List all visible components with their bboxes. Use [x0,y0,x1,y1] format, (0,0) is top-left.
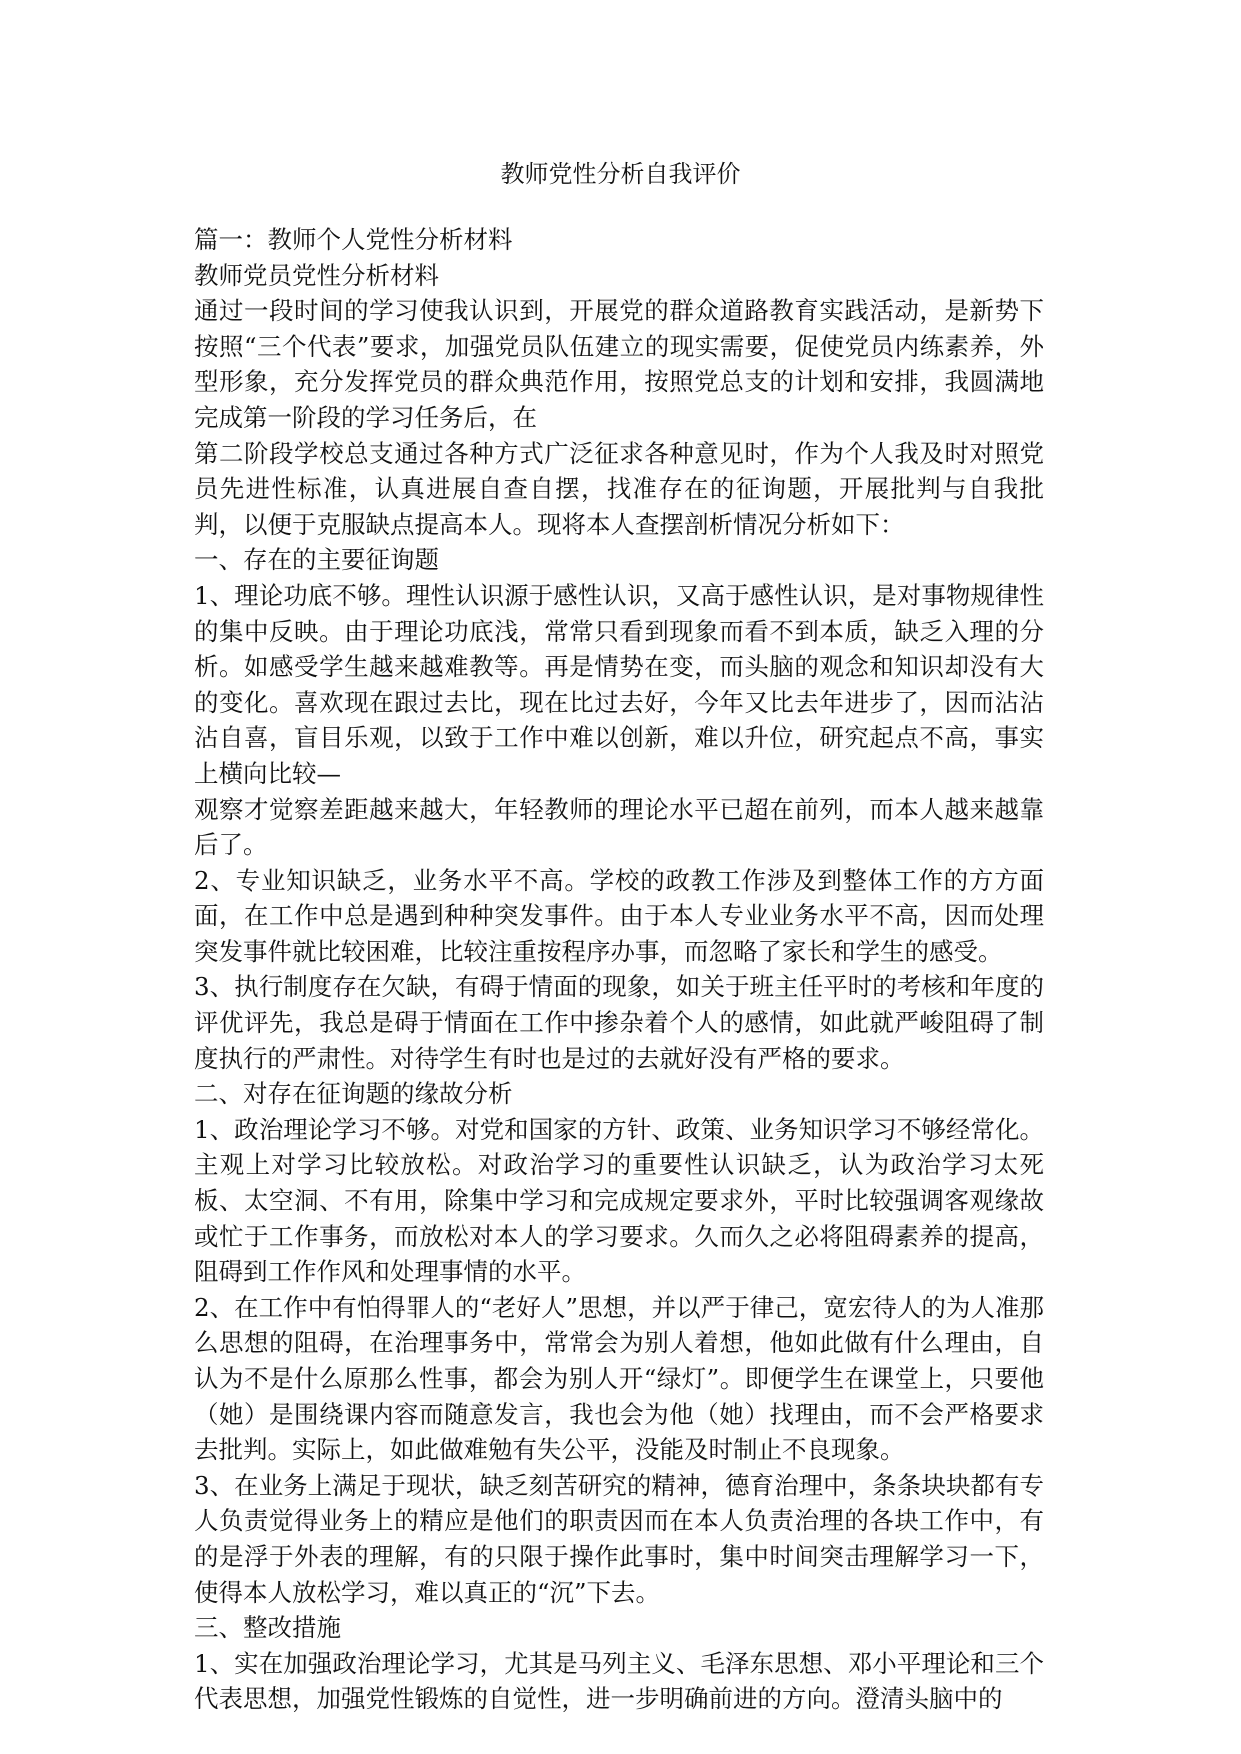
body-paragraph: 1、政治理论学习不够。对党和国家的方针、政策、业务知识学习不够经常化。主观上对学习比较放松。对政治学习的重要性认识缺乏，认为政治学习太死板、太空洞、不有用，除集中学习和完成规定要求外，平时比较强调客观缘故或忙于工作事务，而放松对本人的学习要求。久而久之必将阻碍素养的提高，阻碍到工作作风和处理事情的水平。 [194,1114,1044,1287]
section-heading: 三、整改措施 [194,1613,341,1643]
body-paragraph: 第二阶段学校总支通过各种方式广泛征求各种意见时，作为个人我及时对照党员先进性标准，认真进展自查自摆，找准存在的征询题，开展批判与自我批判，以便于克服缺点提高本人。现将本人查摆剖析情况分析如下： [194,438,1044,539]
section-heading: 篇一：教师个人党性分析材料 [194,225,513,254]
document-subtitle: 教师党员党性分析材料 [194,260,439,290]
section-heading: 一、存在的主要征询题 [194,545,439,575]
body-paragraph: 1、理论功底不够。理性认识源于感性认识，又高于感性认识，是对事物规律性的集中反映。由于理论功底浅，常常只看到现象而看不到本质，缺乏入理的分析。如感受学生越来越难教等。再是情势在变，而头脑的观念和知识却没有大的变化。喜欢现在跟过去比，现在比过去好，今年又比去年进步了，因而沾沾沾自喜，盲目乐观，以致于工作中难以创新，难以升位，研究起点不高，事实上横向比较— [194,580,1044,788]
body-paragraph: 通过一段时间的学习使我认识到，开展党的群众道路教育实践活动，是新势下按照“三个代表”要求，加强党员队伍建立的现实需要，促使党员内练素养，外型形象，充分发挥党员的群众典范作用，按照党总支的计划和安排，我圆满地完成第一阶段的学习任务后，在 [194,296,1044,432]
body-paragraph: 2、专业知识缺乏，业务水平不高。学校的政教工作涉及到整体工作的方方面面，在工作中总是遇到种种突发事件。由于本人专业业务水平不高，因而处理突发事件就比较困难，比较注重按程序办事，而忽略了家长和学生的感受。 [194,865,1044,966]
section-heading: 二、对存在征询题的缘故分析 [194,1079,513,1109]
body-paragraph: 3、执行制度存在欠缺，有碍于情面的现象，如关于班主任平时的考核和年度的评优评先，我总是碍于情面在工作中掺杂着个人的感情，如此就严峻阻碍了制度执行的严肃性。对待学生有时也是过的去就好没有严格的要求。 [194,972,1044,1073]
body-paragraph: 2、在工作中有怕得罪人的“老好人”思想，并以严于律己，宽宏待人的为人准那么思想的阻碍，在治理事务中，常常会为别人着想，他如此做有什么理由，自认为不是什么原那么性事，都会为别人开“绿灯”。即便学生在课堂上，只要他（她）是围绕课内容而随意发言，我也会为他（她）找理由，而不会严格要求去批判。实际上，如此做难勉有失公平，没能及时制止不良现象。 [194,1292,1044,1465]
body-paragraph: 观察才觉察差距越来越大，年轻教师的理论水平已超在前列，而本人越来越靠后了。 [194,794,1044,860]
document-title: 教师党性分析自我评价 [500,160,741,188]
body-paragraph: 3、在业务上满足于现状，缺乏刻苦研究的精神，德育治理中，条条块块都有专人负责觉得业务上的精应是他们的职责因而在本人负责治理的各块工作中，有的是浮于外表的理解，有的只限于操作此事时，集中时间突击理解学习一下，使得本人放松学习，难以真正的“沉”下去。 [194,1470,1044,1607]
document-body [194,222,1044,1717]
body-paragraph: 1、实在加强政治理论学习，尤其是马列主义、毛泽东思想、邓小平理论和三个代表思想，加强党性锻炼的自觉性，进一步明确前进的方向。澄清头脑中的 [194,1648,1044,1714]
